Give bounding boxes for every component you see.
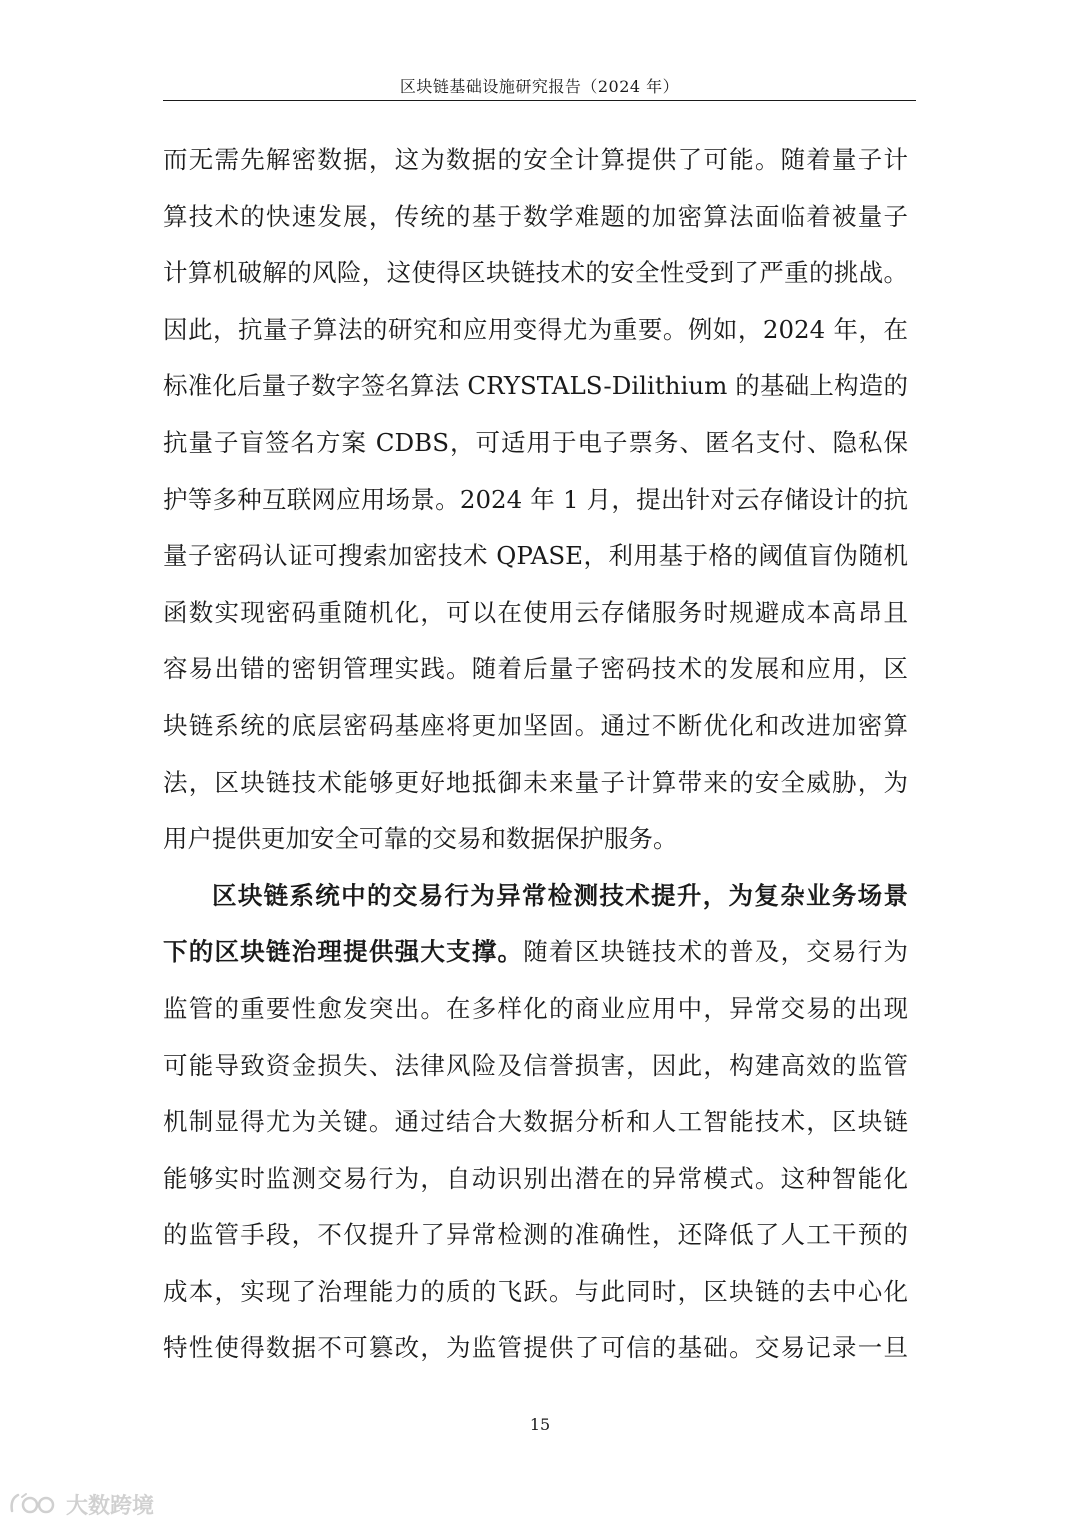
text-run: 随着区块链技术的普及，交易行为 (523, 937, 908, 967)
watermark (8, 1487, 154, 1521)
text-line: 容易出错的密钥管理实践。随着后量子密码技术的发展和应用，区 (163, 654, 908, 684)
watermark-text: 大数跨境 (66, 1493, 155, 1519)
text-line: 特性使得数据不可篡改，为监管提供了可信的基础。交易记录一旦 (163, 1333, 908, 1363)
text-line: 可能导致资金损失、法律风险及信誉损害，因此，构建高效的监管 (163, 1050, 908, 1080)
text-line: 护等多种互联网应用场景。2024 年 1 月，提出针对云存储设计的抗 (163, 484, 908, 514)
text-line: 因此，抗量子算法的研究和应用变得尤为重要。例如，2024 年，在 (163, 314, 908, 344)
paragraph-2 (163, 868, 908, 1377)
text-line: 块链系统的底层密码基座将更加坚固。通过不断优化和改进加密算 (163, 710, 908, 740)
page-number: 15 (529, 1415, 551, 1434)
page-header: 区块链基础设施研究报告（2024 年） (399, 77, 680, 96)
text-line: 算技术的快速发展，传统的基于数学难题的加密算法面临着被量子 (163, 201, 908, 231)
paragraph-1 (163, 132, 908, 868)
text-line: 成本，实现了治理能力的质的飞跃。与此同时，区块链的去中心化 (163, 1276, 908, 1306)
text-line: 计算机破解的风险，这使得区块链技术的安全性受到了严重的挑战。 (163, 258, 908, 288)
text-line: 用户提供更加安全可靠的交易和数据保护服务。 (163, 824, 678, 854)
header-divider (163, 100, 916, 101)
text-line: 函数实现密码重随机化，可以在使用云存储服务时规避成本高昂且 (163, 597, 908, 627)
paragraph-heading-end: 下的区块链治理提供强大支撑。 (163, 937, 524, 967)
text-line: 抗量子盲签名方案 CDBS，可适用于电子票务、匿名支付、隐私保 (163, 427, 908, 457)
text-line: 能够实时监测交易行为，自动识别出潜在的异常模式。这种智能化 (163, 1163, 908, 1193)
text-line: 而无需先解密数据，这为数据的安全计算提供了可能。随着量子计 (163, 145, 908, 174)
body-text (163, 132, 908, 1377)
text-line: 标准化后量子数字签名算法 CRYSTALS-Dilithium 的基础上构造的 (163, 371, 908, 401)
text-line (163, 924, 908, 981)
text-line: 监管的重要性愈发突出。在多样化的商业应用中，异常交易的出现 (163, 993, 908, 1023)
text-line: 机制显得尤为关键。通过结合大数据分析和人工智能技术，区块链 (163, 1107, 908, 1137)
text-line: 的监管手段，不仅提升了异常检测的准确性，还降低了人工干预的 (163, 1220, 908, 1250)
paragraph-heading: 区块链系统中的交易行为异常检测技术提升，为复杂业务场景 (212, 880, 908, 910)
text-line: 量子密码认证可搜索加密技术 QPASE，利用基于格的阈值盲伪随机 (163, 541, 908, 571)
text-line: 法，区块链技术能够更好地抵御未来量子计算带来的安全威胁，为 (163, 767, 908, 797)
ido-logo-icon (8, 1489, 60, 1519)
